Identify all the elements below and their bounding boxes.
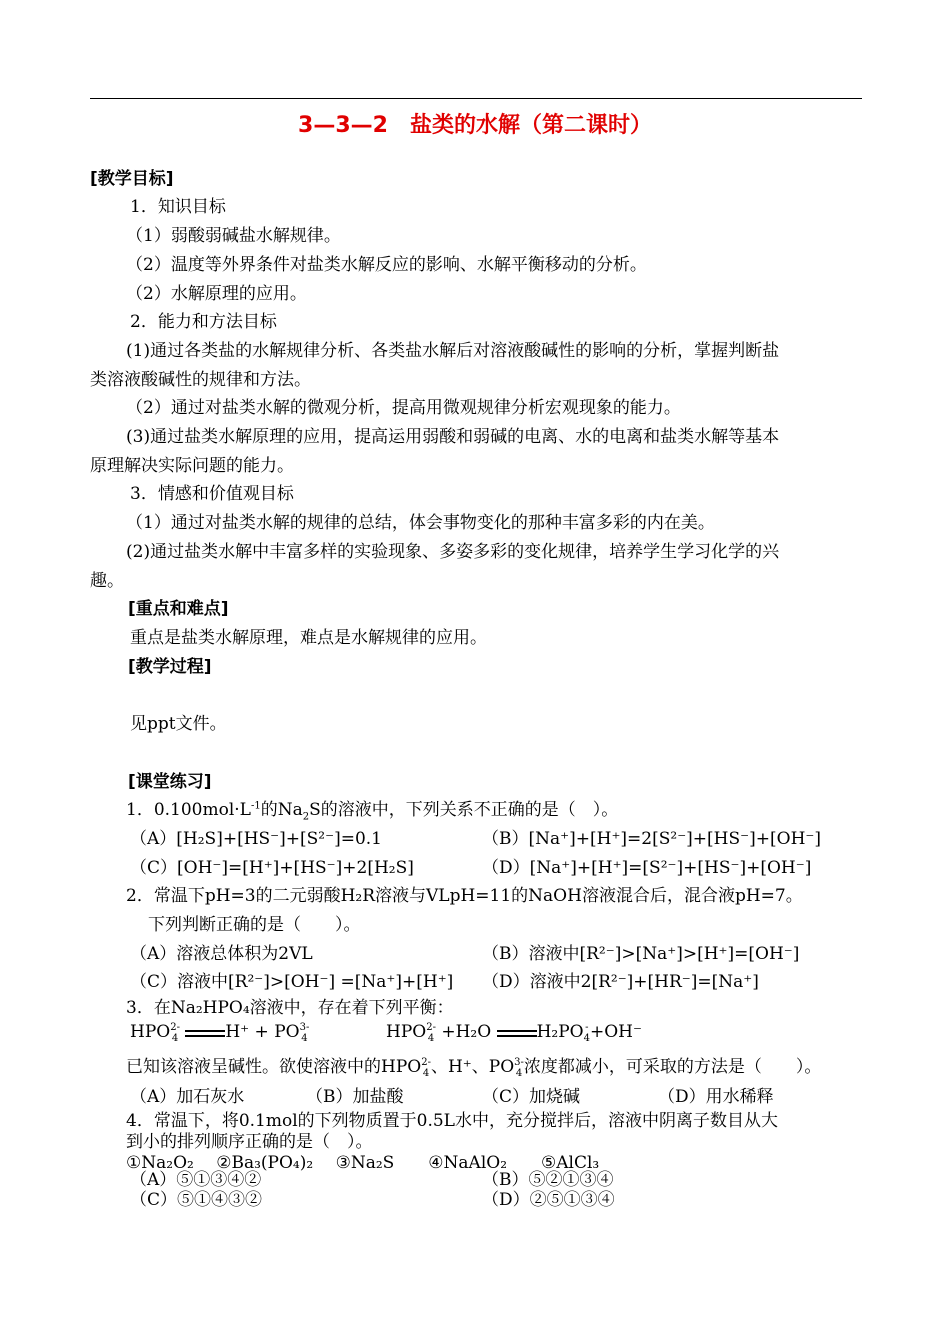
section-process: [教学过程] bbox=[128, 657, 212, 677]
key-points-text: 重点是盐类水解原理，难点是水解规律的应用。 bbox=[130, 628, 487, 648]
q3-option-b: （B）加盐酸 bbox=[306, 1087, 404, 1107]
emotion-heading: 3．情感和价值观目标 bbox=[130, 484, 294, 504]
q3-known: 已知该溶液呈碱性。欲使溶液中的HPO 2- 4 、H⁺、PO 3- 4 浓度都减小，可采取的方法是（ ）。 bbox=[126, 1056, 822, 1079]
knowledge-item-1: （1）弱酸弱碱盐水解规律。 bbox=[126, 226, 341, 246]
q3-equilibrium-1: HPO 2- 4 H⁺ + PO 3- 4 bbox=[130, 1021, 310, 1044]
q4-items: ①Na₂O₂ ②Ba₃(PO₄)₂ ③Na₂S ④NaAlO₂ ⑤AlCl₃ bbox=[126, 1153, 600, 1173]
q3-equilibrium-2: HPO 2- 4 +H₂O H₂PO - 4 +OH⁻ bbox=[386, 1021, 642, 1044]
page-title: 3—3—2 盐类的水解（第二课时） bbox=[298, 113, 652, 138]
q1-option-c: （C）[OH⁻]=[H⁺]+[HS⁻]+2[H₂S] bbox=[130, 858, 414, 878]
ability-heading: 2．能力和方法目标 bbox=[130, 312, 277, 332]
q1-option-d: （D）[Na⁺]+[H⁺]=[S²⁻]+[HS⁻]+[OH⁻] bbox=[482, 858, 812, 878]
q2-stem-line1: 2．常温下pH=3的二元弱酸H₂R溶液与VLpH=11的NaOH溶液混合后，混合液pH=7。 bbox=[126, 886, 803, 906]
knowledge-item-3: （2）水解原理的应用。 bbox=[126, 284, 307, 304]
section-key-points: [重点和难点] bbox=[128, 599, 229, 619]
process-text: 见ppt文件。 bbox=[130, 714, 227, 734]
q4-option-b: （B）⑤②①③④ bbox=[482, 1170, 614, 1190]
section-exercise: [课堂练习] bbox=[128, 772, 212, 792]
q4-stem-line2: 到小的排列顺序正确的是（ ）。 bbox=[126, 1132, 373, 1152]
header-rule bbox=[90, 98, 862, 99]
q1-stem: 1．$0.100mol\cdot L^{-1}$的$Na_2S$的溶液中，下列关系不正确的是（ ）。 bbox=[126, 800, 619, 823]
q3-option-a: （A）加石灰水 bbox=[130, 1087, 245, 1107]
ability-item-3-line2: 原理解决实际问题的能力。 bbox=[90, 456, 294, 476]
equilibrium-arrow-icon bbox=[497, 1028, 537, 1038]
q3-option-c: （C）加烧碱 bbox=[482, 1087, 581, 1107]
q2-option-a: （A）溶液总体积为2VL bbox=[130, 944, 313, 964]
equilibrium-arrow-icon bbox=[185, 1028, 225, 1038]
section-objectives: [教学目标] bbox=[90, 169, 174, 189]
q1-option-a: （A）[H₂S]+[HS⁻]+[S²⁻]=0.1 bbox=[130, 829, 383, 849]
ability-item-1-line1: (1)通过各类盐的水解规律分析、各类盐水解后对溶液酸碱性的影响的分析，掌握判断盐 bbox=[126, 341, 780, 361]
emotion-item-1: （1）通过对盐类水解的规律的总结，体会事物变化的那种丰富多彩的内在美。 bbox=[126, 513, 715, 533]
q4-option-c: （C）⑤①④③② bbox=[130, 1190, 263, 1210]
q3-stem: 3．在Na₂HPO₄溶液中，存在着下列平衡： bbox=[126, 998, 454, 1018]
q2-option-d: （D）溶液中2[R²⁻]+[HR⁻]=[Na⁺] bbox=[482, 972, 759, 992]
q2-option-c: （C）溶液中[R²⁻]>[OH⁻] =[Na⁺]+[H⁺] bbox=[130, 972, 454, 992]
knowledge-item-2: （2）温度等外界条件对盐类水解反应的影响、水解平衡移动的分析。 bbox=[126, 255, 647, 275]
ability-item-3-line1: (3)通过盐类水解原理的应用，提高运用弱酸和弱碱的电离、水的电离和盐类水解等基本 bbox=[126, 427, 780, 447]
q4-stem-line1: 4．常温下，将0.1mol的下列物质置于0.5L水中，充分搅拌后，溶液中阴离子数目从大 bbox=[126, 1111, 778, 1131]
q4-option-a: （A）⑤①③④② bbox=[130, 1170, 262, 1190]
q4-option-d: （D）②⑤①③④ bbox=[482, 1190, 615, 1210]
emotion-item-2-line2: 趣。 bbox=[90, 571, 124, 591]
ability-item-1-line2: 类溶液酸碱性的规律和方法。 bbox=[90, 370, 311, 390]
q3-option-d: （D）用水稀释 bbox=[658, 1087, 774, 1107]
q2-stem-line2: 下列判断正确的是（ ）。 bbox=[148, 915, 361, 935]
ability-item-2: （2）通过对盐类水解的微观分析，提高用微观规律分析宏观现象的能力。 bbox=[126, 398, 681, 418]
q1-option-b: （B）[Na⁺]+[H⁺]=2[S²⁻]+[HS⁻]+[OH⁻] bbox=[482, 829, 822, 849]
emotion-item-2-line1: (2)通过盐类水解中丰富多样的实验现象、多姿多彩的变化规律，培养学生学习化学的兴 bbox=[126, 542, 780, 562]
knowledge-heading: 1．知识目标 bbox=[130, 197, 226, 217]
q2-option-b: （B）溶液中[R²⁻]>[Na⁺]>[H⁺]=[OH⁻] bbox=[482, 944, 800, 964]
